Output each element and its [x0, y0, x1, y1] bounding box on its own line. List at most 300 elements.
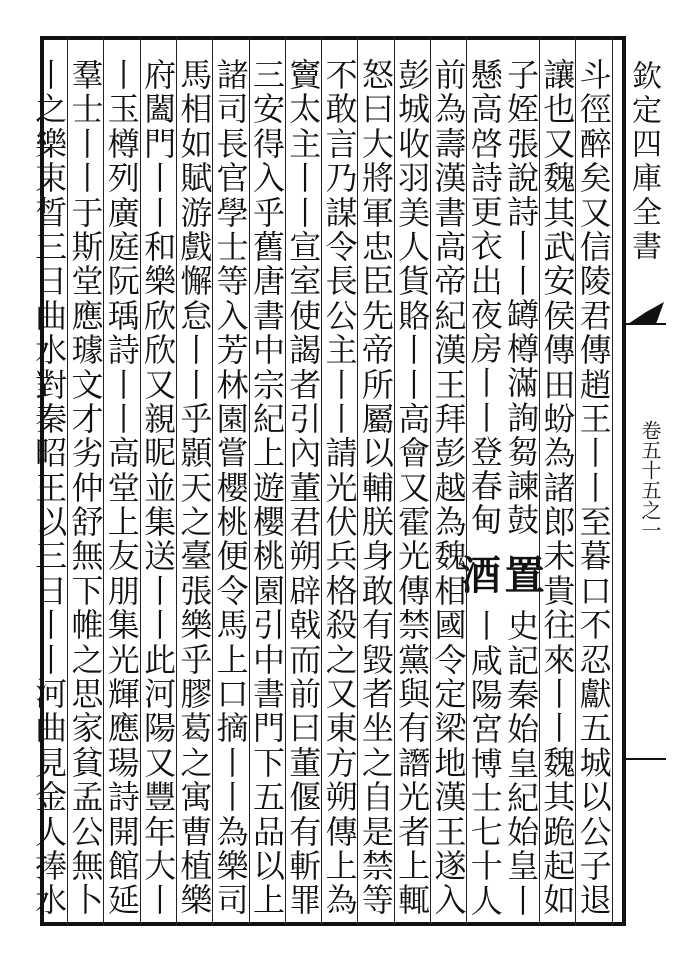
character: 王	[35, 468, 68, 507]
character: 之	[180, 743, 213, 782]
character: 殺	[325, 606, 358, 645]
character: 拜	[434, 399, 467, 438]
character: 偃	[289, 778, 322, 817]
character: 下	[252, 743, 285, 782]
character: 謁	[289, 331, 322, 370]
character: 衣	[470, 227, 503, 266]
character: 室	[289, 262, 322, 301]
character: 者	[398, 812, 431, 851]
character: 于	[71, 193, 104, 232]
column-rule	[249, 36, 250, 926]
text-column	[249, 58, 289, 918]
character: 敢	[325, 90, 358, 129]
character: 相	[434, 571, 467, 610]
character: 璩	[71, 331, 104, 370]
character: 傳	[398, 571, 431, 610]
character: 游	[180, 193, 213, 232]
character: 梁	[434, 709, 467, 748]
character: 丨	[470, 607, 503, 646]
character: 秦	[507, 675, 540, 714]
character: 丨	[507, 881, 540, 920]
character: 乃	[325, 159, 358, 198]
character: 忍	[579, 640, 612, 679]
character: 秦	[35, 399, 68, 438]
character: 高	[434, 227, 467, 266]
character: 集	[107, 606, 140, 645]
character: 又	[579, 193, 612, 232]
character: 武	[543, 227, 576, 266]
character: 有	[398, 709, 431, 748]
character: 丨	[107, 365, 140, 404]
character: 說	[507, 158, 540, 197]
column-rule	[394, 36, 395, 926]
character: 丨	[543, 709, 576, 748]
character: 文	[71, 365, 104, 404]
character: 士	[216, 227, 249, 266]
character: 丨	[35, 606, 68, 645]
character: 敢	[361, 571, 394, 610]
character: 昵	[144, 434, 177, 473]
character: 七	[470, 813, 503, 852]
fish-tail-mark-icon	[626, 300, 666, 340]
character: 諫	[507, 467, 540, 506]
character: 丨	[107, 399, 140, 438]
text-column	[467, 58, 507, 918]
character: 帝	[434, 262, 467, 301]
character: 賂	[398, 296, 431, 335]
character: 郎	[543, 503, 576, 542]
character: 紀	[434, 296, 467, 335]
character: 夜	[470, 295, 503, 334]
character: 讓	[543, 56, 576, 94]
character: 陽	[144, 709, 177, 748]
character: 漢	[434, 159, 467, 198]
character: 並	[144, 468, 177, 507]
character: 自	[361, 778, 394, 817]
character: 樂	[35, 124, 68, 163]
character: 舒	[71, 503, 104, 542]
character: 彭	[398, 56, 431, 94]
character: 譖	[398, 743, 431, 782]
character: 士	[470, 778, 503, 817]
character: 傳	[543, 331, 576, 370]
character: 內	[289, 434, 322, 473]
character: 也	[543, 90, 576, 129]
character: 傳	[325, 812, 358, 851]
character: 日	[35, 571, 68, 610]
character: 紀	[252, 399, 285, 438]
character: 魏	[434, 537, 467, 576]
character: 罪	[289, 881, 322, 920]
character: 丨	[35, 640, 68, 679]
character: 捧	[35, 846, 68, 885]
character: 安	[543, 262, 576, 301]
character: 怠	[180, 296, 213, 335]
character: 公	[325, 296, 358, 335]
character: 記	[507, 641, 540, 680]
character: 高	[398, 399, 431, 438]
character: 詩	[107, 331, 140, 370]
character: 徑	[579, 90, 612, 129]
character: 張	[507, 124, 540, 163]
character: 以	[361, 434, 394, 473]
text-column	[213, 58, 253, 918]
character: 天	[180, 468, 213, 507]
character: 欣	[144, 296, 177, 335]
character: 丨	[398, 331, 431, 370]
entry-heading: 置酒	[454, 553, 546, 594]
character: 皇	[507, 847, 540, 886]
character: 來	[543, 640, 576, 679]
character: 樂	[144, 262, 177, 301]
character: 有	[289, 812, 322, 851]
character: 丨	[180, 365, 213, 404]
character: 為	[216, 812, 249, 851]
character: 門	[144, 124, 177, 163]
character: 未	[543, 537, 576, 576]
volume-number: 卷五十五之一	[638, 420, 662, 540]
character: 皇	[507, 744, 540, 783]
character: 董	[289, 468, 322, 507]
character: 輝	[107, 675, 140, 714]
character: 諸	[216, 56, 249, 94]
character: 人	[398, 227, 431, 266]
character: 丨	[71, 124, 104, 163]
character: 暮	[579, 537, 612, 576]
character: 丨	[35, 56, 68, 94]
character: 為	[434, 503, 467, 542]
character: 曲	[35, 296, 68, 335]
character: 春	[470, 467, 503, 506]
character: 園	[216, 399, 249, 438]
character: 王	[579, 399, 612, 438]
character: 輔	[361, 468, 394, 507]
character: 樽	[107, 124, 140, 163]
character: 毀	[361, 640, 394, 679]
character: 高	[107, 434, 140, 473]
character: 阮	[107, 262, 140, 301]
character: 無	[71, 846, 104, 885]
character: 如	[543, 881, 576, 920]
character: 所	[361, 365, 394, 404]
character: 之	[325, 640, 358, 679]
character: 瑒	[107, 743, 140, 782]
character: 又	[543, 124, 576, 163]
character: 曰	[289, 709, 322, 748]
character: 安	[252, 90, 285, 129]
character: 賦	[180, 159, 213, 198]
character: 引	[289, 399, 322, 438]
character: 門	[252, 709, 285, 748]
character: 公	[579, 812, 612, 851]
character: 先	[361, 296, 394, 335]
character: 府	[144, 56, 177, 94]
character: 之	[71, 640, 104, 679]
character: 丨	[180, 331, 213, 370]
character: 子	[579, 846, 612, 885]
character: 張	[180, 571, 213, 610]
character: 詩	[507, 193, 540, 232]
character: 此	[144, 640, 177, 679]
character: 國	[434, 606, 467, 645]
character: 之	[35, 90, 68, 129]
character: 馬	[216, 606, 249, 645]
character: 丨	[216, 778, 249, 817]
character: 禁	[361, 846, 394, 885]
character: 子	[507, 56, 540, 94]
character: 又	[144, 365, 177, 404]
character: 光	[398, 778, 431, 817]
character: 昭	[35, 434, 68, 473]
character: 坐	[361, 709, 394, 748]
character: 以	[579, 778, 612, 817]
character: 書	[252, 675, 285, 714]
character: 主	[289, 124, 322, 163]
character: 廣	[107, 193, 140, 232]
character: 輒	[398, 881, 431, 920]
character: 姪	[507, 90, 540, 129]
character: 詩	[107, 778, 140, 817]
character: 延	[107, 881, 140, 920]
character: 太	[289, 90, 322, 129]
character: 司	[216, 90, 249, 129]
character: 顥	[180, 434, 213, 473]
character: 丨	[144, 193, 177, 232]
character: 五	[252, 778, 285, 817]
character: 其	[543, 778, 576, 817]
character: 斗	[579, 56, 612, 94]
character: 兵	[325, 537, 358, 576]
character: 引	[252, 606, 285, 645]
character: 開	[107, 812, 140, 851]
character: 朔	[325, 778, 358, 817]
character: 館	[107, 846, 140, 885]
character: 樽	[507, 330, 540, 369]
character: 三	[252, 56, 285, 94]
column-rule	[575, 36, 576, 926]
character: 宣	[289, 227, 322, 266]
character: 曲	[35, 709, 68, 748]
character: 水	[35, 881, 68, 920]
character: 丨	[289, 159, 322, 198]
character: 登	[470, 432, 503, 471]
character: 地	[434, 743, 467, 782]
character: 貴	[543, 571, 576, 610]
character: 應	[71, 296, 104, 335]
character: 丨	[470, 364, 503, 403]
character: 與	[398, 675, 431, 714]
character: 田	[543, 365, 576, 404]
character: 諸	[543, 468, 576, 507]
character: 之	[180, 503, 213, 542]
character: 中	[252, 331, 285, 370]
character: 滿	[507, 364, 540, 403]
character: 陵	[579, 262, 612, 301]
character: 不	[579, 606, 612, 645]
character: 大	[144, 846, 177, 885]
character: 房	[470, 330, 503, 369]
character: 貨	[398, 262, 431, 301]
character: 晳	[35, 193, 68, 232]
character: 以	[252, 846, 285, 885]
character: 前	[289, 675, 322, 714]
book-title: 欽定四庫全書	[626, 60, 661, 264]
character: 樂	[180, 881, 213, 920]
text-column	[104, 58, 144, 918]
column-rule	[103, 36, 104, 926]
character: 怒	[361, 56, 394, 94]
character: 長	[325, 262, 358, 301]
character: 出	[470, 261, 503, 300]
character: 丨	[470, 398, 503, 437]
character: 庭	[107, 227, 140, 266]
character: 舊	[252, 227, 285, 266]
character: 前	[434, 56, 467, 94]
character: 遊	[252, 468, 285, 507]
character: 口	[579, 571, 612, 610]
text-column	[431, 58, 471, 918]
character: 丨	[144, 159, 177, 198]
character: 伏	[325, 503, 358, 542]
character: 不	[325, 56, 358, 94]
column-rule	[176, 36, 177, 926]
column-rule	[140, 36, 141, 926]
character: 越	[434, 468, 467, 507]
column-rule	[321, 36, 322, 926]
character: 者	[289, 365, 322, 404]
character: 魏	[543, 159, 576, 198]
character: 欣	[144, 331, 177, 370]
character: 退	[579, 881, 612, 920]
character: 君	[289, 503, 322, 542]
character: 櫻	[216, 468, 249, 507]
character: 令	[216, 571, 249, 610]
character: 丨	[216, 743, 249, 782]
character: 方	[325, 743, 358, 782]
character: 樂	[180, 606, 213, 645]
character: 其	[543, 193, 576, 232]
character: 丨	[144, 571, 177, 610]
character: 無	[71, 537, 104, 576]
character: 趙	[579, 365, 612, 404]
character: 魏	[543, 743, 576, 782]
character: 會	[398, 434, 431, 473]
character: 令	[434, 640, 467, 679]
character: 十	[470, 847, 503, 886]
character: 入	[216, 296, 249, 335]
character: 格	[325, 571, 358, 610]
character: 口	[216, 675, 249, 714]
character: 臺	[180, 537, 213, 576]
character: 啓	[470, 124, 503, 163]
column-rule	[357, 36, 358, 926]
character: 河	[144, 675, 177, 714]
character: 丨	[398, 365, 431, 404]
character: 孟	[71, 778, 104, 817]
character: 光	[398, 537, 431, 576]
character: 如	[180, 124, 213, 163]
character: 東	[325, 709, 358, 748]
character: 蚡	[543, 399, 576, 438]
character: 身	[361, 537, 394, 576]
character: 為	[325, 881, 358, 920]
character: 才	[71, 399, 104, 438]
character: 獻	[579, 675, 612, 714]
character: 侯	[543, 296, 576, 335]
character: 是	[361, 812, 394, 851]
character: 植	[180, 846, 213, 885]
character: 收	[398, 124, 431, 163]
character: 學	[216, 193, 249, 232]
character: 漢	[434, 331, 467, 370]
character: 為	[543, 434, 576, 473]
character: 芻	[507, 432, 540, 471]
text-column	[454, 56, 546, 920]
character: 三	[35, 537, 68, 576]
character: 三	[35, 227, 68, 266]
character: 遂	[434, 846, 467, 885]
character: 羽	[398, 159, 431, 198]
character: 董	[289, 743, 322, 782]
character: 又	[398, 468, 431, 507]
character: 送	[144, 537, 177, 576]
character: 矣	[579, 159, 612, 198]
character: 年	[144, 812, 177, 851]
character: 彭	[434, 434, 467, 473]
character: 丨	[543, 675, 576, 714]
character: 束	[35, 159, 68, 198]
character: 丨	[507, 227, 540, 266]
character: 堂	[71, 262, 104, 301]
character: 城	[579, 743, 612, 782]
character: 始	[507, 710, 540, 749]
character: 鼓	[507, 501, 540, 540]
character: 上	[252, 434, 285, 473]
character: 豐	[144, 778, 177, 817]
character: 貧	[71, 743, 104, 782]
column-rule	[430, 36, 431, 926]
character: 膠	[180, 675, 213, 714]
character: 言	[325, 124, 358, 163]
character: 紀	[507, 778, 540, 817]
character: 帝	[361, 331, 394, 370]
character: 和	[144, 227, 177, 266]
character: 之	[361, 743, 394, 782]
character: 更	[470, 193, 503, 232]
character: 將	[361, 159, 394, 198]
character: 宮	[470, 710, 503, 749]
character: 公	[71, 812, 104, 851]
character: 丨	[289, 193, 322, 232]
character: 帷	[71, 606, 104, 645]
character: 對	[35, 365, 68, 404]
character: 朋	[107, 571, 140, 610]
character: 瑀	[107, 296, 140, 335]
character: 咸	[470, 641, 503, 680]
character: 軍	[361, 193, 394, 232]
character: 曰	[361, 90, 394, 129]
character: 甸	[470, 501, 503, 540]
character: 使	[289, 296, 322, 335]
character: 園	[252, 571, 285, 610]
character: 請	[325, 434, 358, 473]
character: 桃	[216, 503, 249, 542]
character: 起	[543, 846, 576, 885]
character: 林	[216, 365, 249, 404]
character: 士	[71, 90, 104, 129]
character: 霍	[398, 503, 431, 542]
character: 戟	[289, 606, 322, 645]
